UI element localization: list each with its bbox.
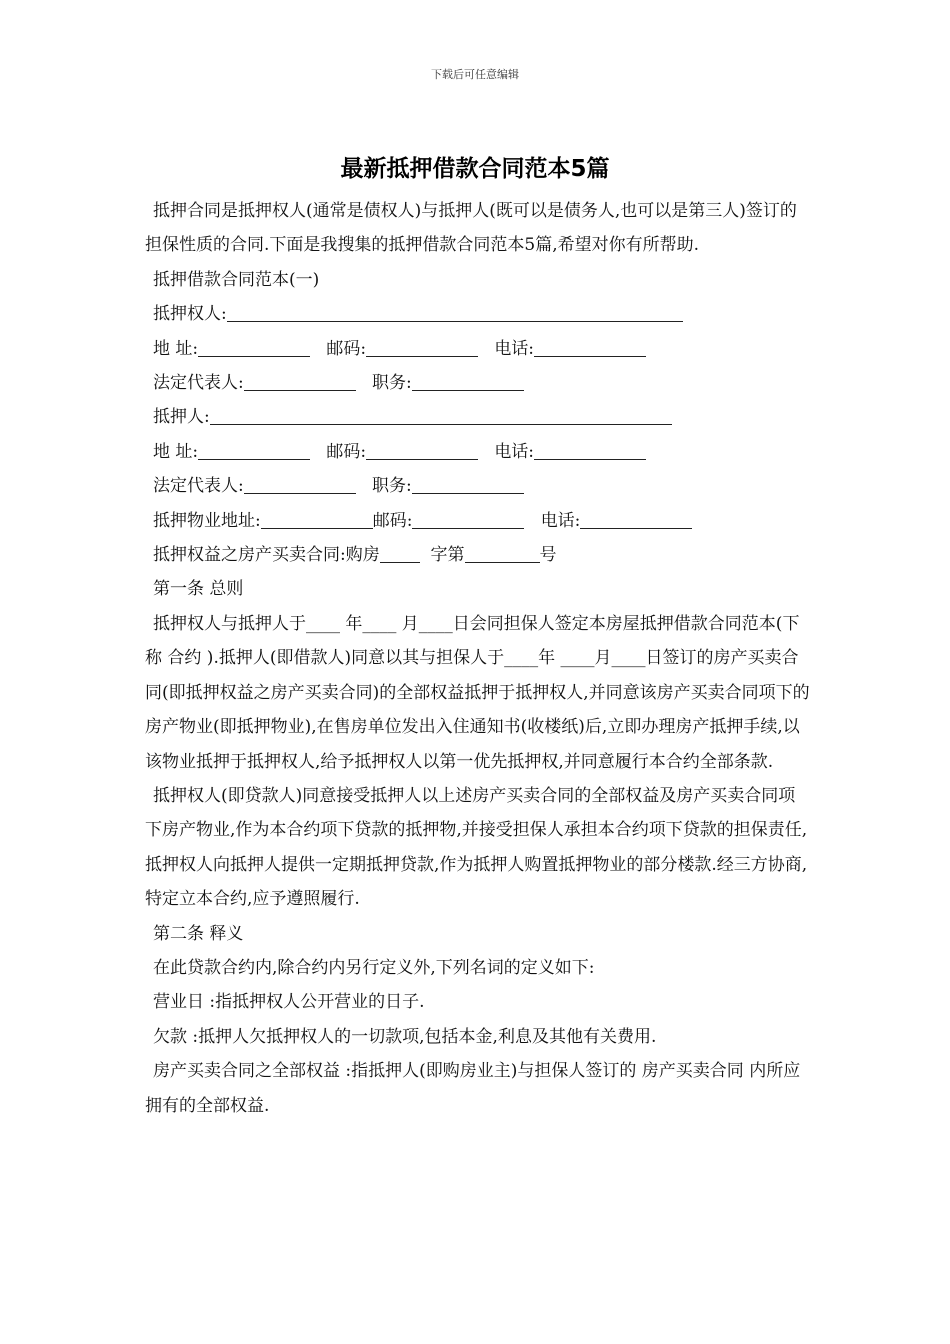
contract-blank-1 (380, 544, 420, 563)
intro-paragraph: 抵押合同是抵押权人(通常是债权人)与抵押人(既可以是债务人,也可以是第三人)签订的担保性质的合同.下面是我搜集的抵押借款合同范本5篇,希望对你有所帮助. (145, 201, 797, 256)
property-address-blank (261, 510, 373, 529)
legal-rep-blank (244, 372, 356, 391)
article2-heading: 第二条 释义 (153, 923, 244, 944)
hao-label: 号 (539, 545, 557, 566)
contract-label: 抵押权益之房产买卖合同:购房 (153, 545, 380, 566)
legal-rep-label: 法定代表人: (153, 476, 244, 497)
phone-label: 电话: (494, 338, 535, 359)
document-title: 最新抵押借款合同范本5篇 (340, 156, 610, 182)
article1-paragraph-2: 抵押权人(即贷款人)同意接受抵押人以上述房产买卖合同的全部权益及房产买卖合同项下房产物业,作为本合约项下贷款的抵押物,并接受担保人承担本合约项下贷款的担保责任,抵押权人向抵押人提供一定期抵押贷款,作为抵押人购置抵押物业的部分楼款.经三方协商,特定立本合约,应予遵照履行. (145, 785, 808, 910)
address-label: 地 址: (153, 441, 199, 462)
position-label: 职务: (371, 476, 412, 497)
phone-blank (534, 441, 646, 460)
phone-label: 电话: (494, 441, 535, 462)
property-address-label: 抵押物业地址: (153, 510, 261, 531)
mortgagor-row (145, 400, 810, 434)
property-address-row (145, 504, 810, 538)
zi-label: 字第 (430, 545, 465, 566)
definition-debt: 欠款 :抵押人欠抵押权人的一切款项,包括本金,利息及其他有关费用. (153, 1026, 657, 1047)
definition-contract-rights: 房产买卖合同之全部权益 :指抵押人(即购房业主)与担保人签订的 房产买卖合同 内所应拥有的全部权益. (145, 1061, 801, 1116)
article1-paragraph-1: 抵押权人与抵押人于____ 年____ 月____日会同担保人签定本房屋抵押借款合同范本(下称 合约 ).抵押人(即借款人)同意以其与担保人于____年 ____月____日签订的房产买卖合同(即抵押权益之房产买卖合同)的全部权益抵押于抵押权人,并同意该房产买卖合同项下的房产物业(即抵押物业),在售房单位发出入住通知书(收楼纸)后,立即办理房产抵押手续,以该物业抵押于抵押权人,给予抵押权人以第一优先抵押权,并同意履行本合约全部条款. (145, 613, 810, 772)
postcode-label: 邮码: (372, 510, 413, 531)
article2-intro: 在此贷款合约内,除合约内另行定义外,下列名词的定义如下: (153, 957, 595, 978)
phone-blank (580, 510, 692, 529)
contract-ref-row (145, 538, 810, 572)
mortgagor-blank (210, 406, 672, 425)
legal-rep-blank (244, 475, 356, 494)
page-header-note: 下载后可任意编辑 (431, 68, 519, 81)
document-body (145, 194, 810, 1123)
position-label: 职务: (371, 373, 412, 394)
address-blank (198, 441, 310, 460)
mortgagor-rep-row (145, 469, 810, 503)
article1-heading: 第一条 总则 (153, 579, 244, 600)
legal-rep-label: 法定代表人: (153, 373, 244, 394)
address-label: 地 址: (153, 338, 199, 359)
position-blank (412, 475, 524, 494)
contract-blank-2 (465, 544, 540, 563)
postcode-blank (412, 510, 524, 529)
phone-label: 电话: (540, 510, 581, 531)
mortgagee-rep-row (145, 366, 810, 400)
mortgagee-blank (227, 303, 683, 322)
postcode-blank (366, 441, 478, 460)
mortgagor-address-row (145, 435, 810, 469)
postcode-label: 邮码: (326, 441, 367, 462)
mortgagee-row (145, 297, 810, 331)
section-heading: 抵押借款合同范本(一) (153, 269, 320, 290)
postcode-blank (366, 338, 478, 357)
postcode-label: 邮码: (326, 338, 367, 359)
mortgagor-label: 抵押人: (153, 407, 210, 428)
position-blank (412, 372, 524, 391)
definition-business-day: 营业日 :指抵押权人公开营业的日子. (153, 992, 425, 1013)
address-blank (198, 338, 310, 357)
mortgagee-label: 抵押权人: (153, 304, 227, 325)
phone-blank (534, 338, 646, 357)
mortgagee-address-row (145, 332, 810, 366)
